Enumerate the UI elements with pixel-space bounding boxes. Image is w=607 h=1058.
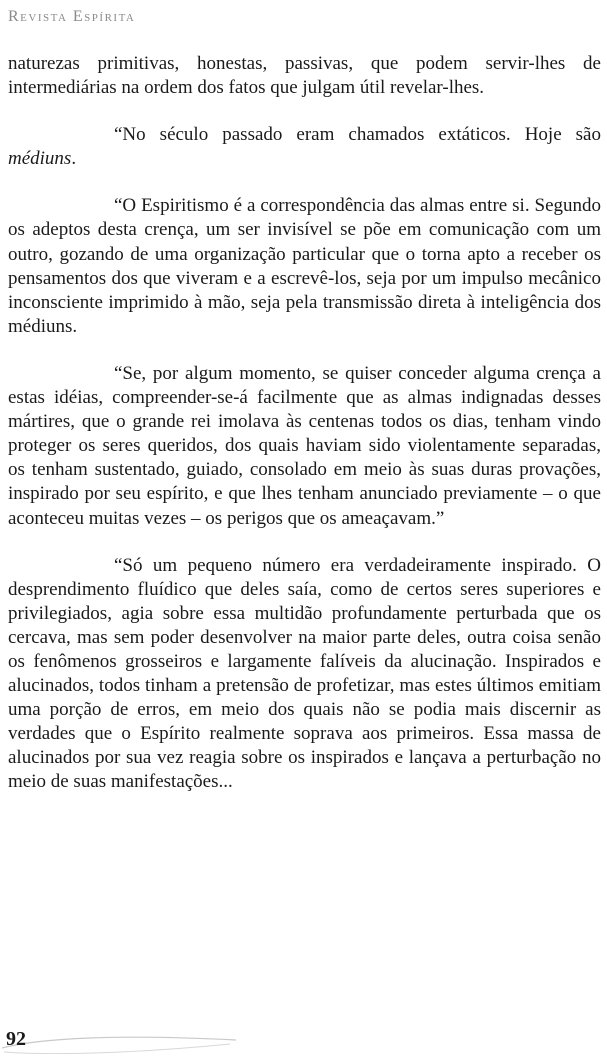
footer-swash-ornament (0, 1026, 240, 1058)
paragraph-2-tail: . (71, 148, 77, 170)
paragraph-5-text: “Só um pequeno número era verdadeiramente inspirado. O desprendimento fluídico que deles saía, como de certos seres superiores e privilegiados, agia sobre essa multidão profundamente perturbada que os cercava, mas sem poder desenvolver na maior parte deles, outra coisa senão os fenômenos grosseiros e largamente falíveis da alucinação. Inspirados e alucinados, todos tinham a pretensão de profetizar, mas estes últimos emitiam uma porção de erros, em meio dos quais não se podia mais discernir as verdades que o Espírito realmente soprava aos primeiros. Essa massa de alucinados por sua vez reagia sobre os inspirados e lançava a perturbação no meio de suas manifestações... (8, 554, 601, 793)
paragraph-1 (8, 52, 601, 100)
page-number: 92 (6, 1028, 26, 1050)
paragraph-1-text: naturezas primitivas, honestas, passivas, que podem servir-lhes de intermediárias na ordem dos fatos que julgam útil revelar-lhes. (8, 53, 601, 99)
body-text (8, 52, 601, 818)
paragraph-3 (8, 194, 601, 339)
paragraph-2-text: “No século passado eram chamados extáticos. Hoje são (114, 124, 601, 146)
running-head-title: Revista Espírita (8, 8, 136, 25)
paragraph-4 (8, 362, 601, 531)
paragraph-2-emphasis: médiuns (8, 148, 72, 170)
paragraph-2 (8, 123, 601, 171)
paragraph-4-text: “Se, por algum momento, se quiser conceder alguma crença a estas idéias, compreender-se-á facilmente que as almas indignadas desses mártires, que o grande rei imolava às centenas todos os dias, tenham vindo proteger os seres queridos, dos quais haviam sido violentamente separadas, os tenham sustentado, guiado, consolado em meio às suas duras provações, inspirado por seu espírito, e que lhes tenham anunciado previamente – o que aconteceu muitas vezes – os perigos que os ameaçavam.” (8, 362, 601, 529)
paragraph-5 (8, 554, 601, 795)
paragraph-3-text: “O Espiritismo é a correspondência das almas entre si. Segundo os adeptos desta crença, um ser invisível se põe em comunicação com um outro, gozando de uma organização particular que o torna apto a receber os pensamentos dos que viveram e a escrevê-los, seja por um impulso mecânico inconsciente imprimido à mão, seja pela transmissão direta à inteligência dos médiuns. (8, 195, 601, 337)
